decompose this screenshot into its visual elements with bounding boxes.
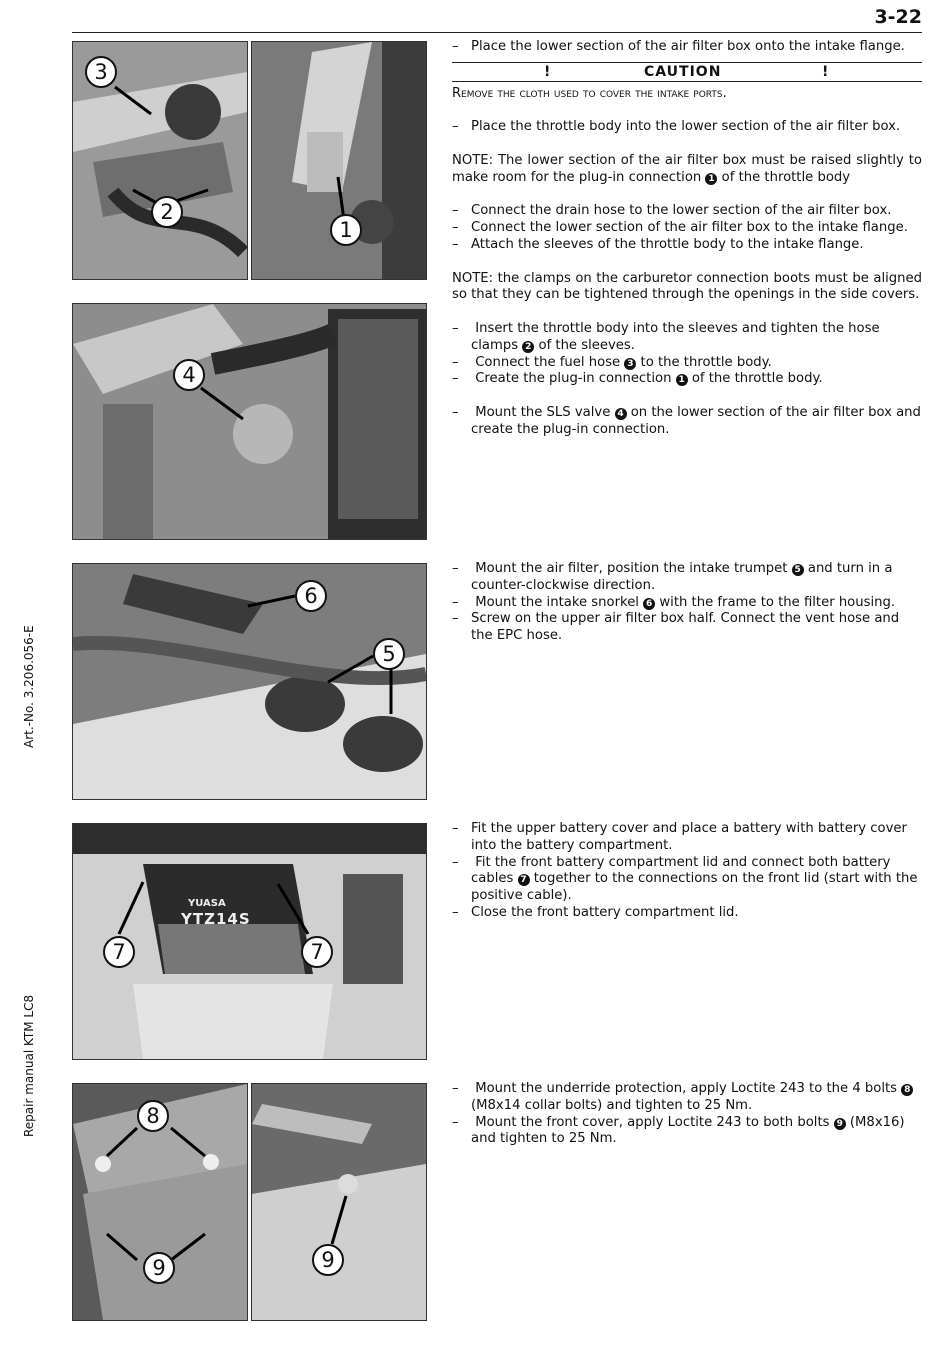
bullet-8: 8 (901, 1084, 913, 1096)
bullet-1: 1 (705, 173, 717, 185)
caution-box (452, 62, 922, 82)
step-insert-throttle-body: – Insert the throttle body into the sleeves and tighten the hose clamps 2 of the sleeves. (452, 321, 922, 355)
step-attach-sleeves: – Attach the sleeves of the throttle body to the intake flange. (452, 237, 922, 254)
step-plug-in-connection: – Create the plug-in connection 1 of the throttle body. (452, 371, 922, 388)
battery-model: YTZ14S (181, 910, 251, 928)
callout-7-left: 7 (103, 936, 135, 968)
bullet-2: 2 (522, 341, 534, 353)
callout-2: 2 (151, 196, 183, 228)
callout-9-left: 9 (143, 1252, 175, 1284)
step-connect-battery-cables: – Fit the front battery compartment lid and connect both battery cables 7 together to the connections on the front lid (start with the positive cable). (452, 855, 922, 905)
callout-7-right: 7 (301, 936, 333, 968)
photo-air-filter (72, 563, 427, 800)
photo-plug-connection (251, 41, 427, 280)
step-mount-front-cover: – Mount the front cover, apply Loctite 243 to both bolts 9 (M8x16) and tighten to 25 Nm. (452, 1115, 922, 1149)
step-mount-snorkel: – Mount the intake snorkel 6 with the frame to the filter housing. (452, 595, 922, 612)
instructions-section-1 (452, 39, 922, 439)
step-mount-air-filter: – Mount the air filter, position the intake trumpet 5 and turn in a counter-clockwise direction. (452, 561, 922, 595)
callout-5: 5 (373, 638, 405, 670)
step-place-throttle-body: – Place the throttle body into the lower section of the air filter box. (452, 119, 922, 136)
instructions-section-2 (452, 561, 922, 645)
callout-4: 4 (173, 359, 205, 391)
photo-underride-protection (72, 1083, 248, 1321)
callout-6: 6 (295, 580, 327, 612)
photo-battery (72, 823, 427, 1060)
photo-sls-valve (72, 303, 427, 540)
note-clamps-alignment: NOTE: the clamps on the carburetor connection boots must be aligned so that they can be tightened through the openings in the side covers. (452, 270, 922, 303)
bullet-7: 7 (518, 874, 530, 886)
manual-title: Repair manual KTM LC8 (22, 994, 36, 1137)
note-raise-filter-box: NOTE: The lower section of the air filter box must be raised slightly to make room for the plug-in connection 1 of the throttle body (452, 152, 922, 185)
battery-brand: YUASA (188, 898, 226, 909)
step-fit-battery-cover: – Fit the upper battery cover and place a battery with battery cover into the battery compartment. (452, 821, 922, 855)
photo-front-cover (251, 1083, 427, 1321)
callout-3: 3 (85, 56, 117, 88)
callout-9-right: 9 (312, 1244, 344, 1276)
step-screw-upper-box: – Screw on the upper air filter box half. Connect the vent hose and the EPC hose. (452, 611, 922, 645)
step-connect-drain-hose: – Connect the drain hose to the lower section of the air filter box. (452, 203, 922, 220)
bullet-6: 6 (643, 598, 655, 610)
callout-8: 8 (137, 1100, 169, 1132)
callout-1: 1 (330, 214, 362, 246)
step-connect-fuel-hose: – Connect the fuel hose 3 to the throttle body. (452, 355, 922, 372)
art-number: Art.-No. 3.206.056-E (22, 625, 36, 748)
photo-throttle-body-left (72, 41, 248, 280)
step-connect-intake-flange: – Connect the lower section of the air filter box to the intake flange. (452, 220, 922, 237)
bullet-5: 5 (792, 564, 804, 576)
step-close-lid: – Close the front battery compartment lid. (452, 905, 922, 922)
bullet-3: 3 (624, 358, 636, 370)
step-mount-sls-valve: – Mount the SLS valve 4 on the lower section of the air filter box and create the plug-in connection. (452, 405, 922, 439)
caution-mark-right: ! (822, 63, 829, 80)
caution-label: CAUTION (644, 63, 722, 80)
step-place-lower-section: – Place the lower section of the air filter box onto the intake flange. (452, 39, 922, 56)
header-rule (72, 32, 922, 33)
instructions-section-4 (452, 1081, 922, 1148)
caution-text: Remove the cloth used to cover the intake ports. (452, 85, 727, 101)
bullet-1b: 1 (676, 374, 688, 386)
bullet-9: 9 (834, 1118, 846, 1130)
page-number: 3-22 (874, 6, 922, 28)
bullet-4: 4 (615, 408, 627, 420)
instructions-section-3 (452, 821, 922, 922)
step-mount-underride: – Mount the underride protection, apply Loctite 243 to the 4 bolts 8 (M8x14 collar bolts) and tighten to 25 Nm. (452, 1081, 922, 1115)
caution-mark-left: ! (544, 63, 551, 80)
